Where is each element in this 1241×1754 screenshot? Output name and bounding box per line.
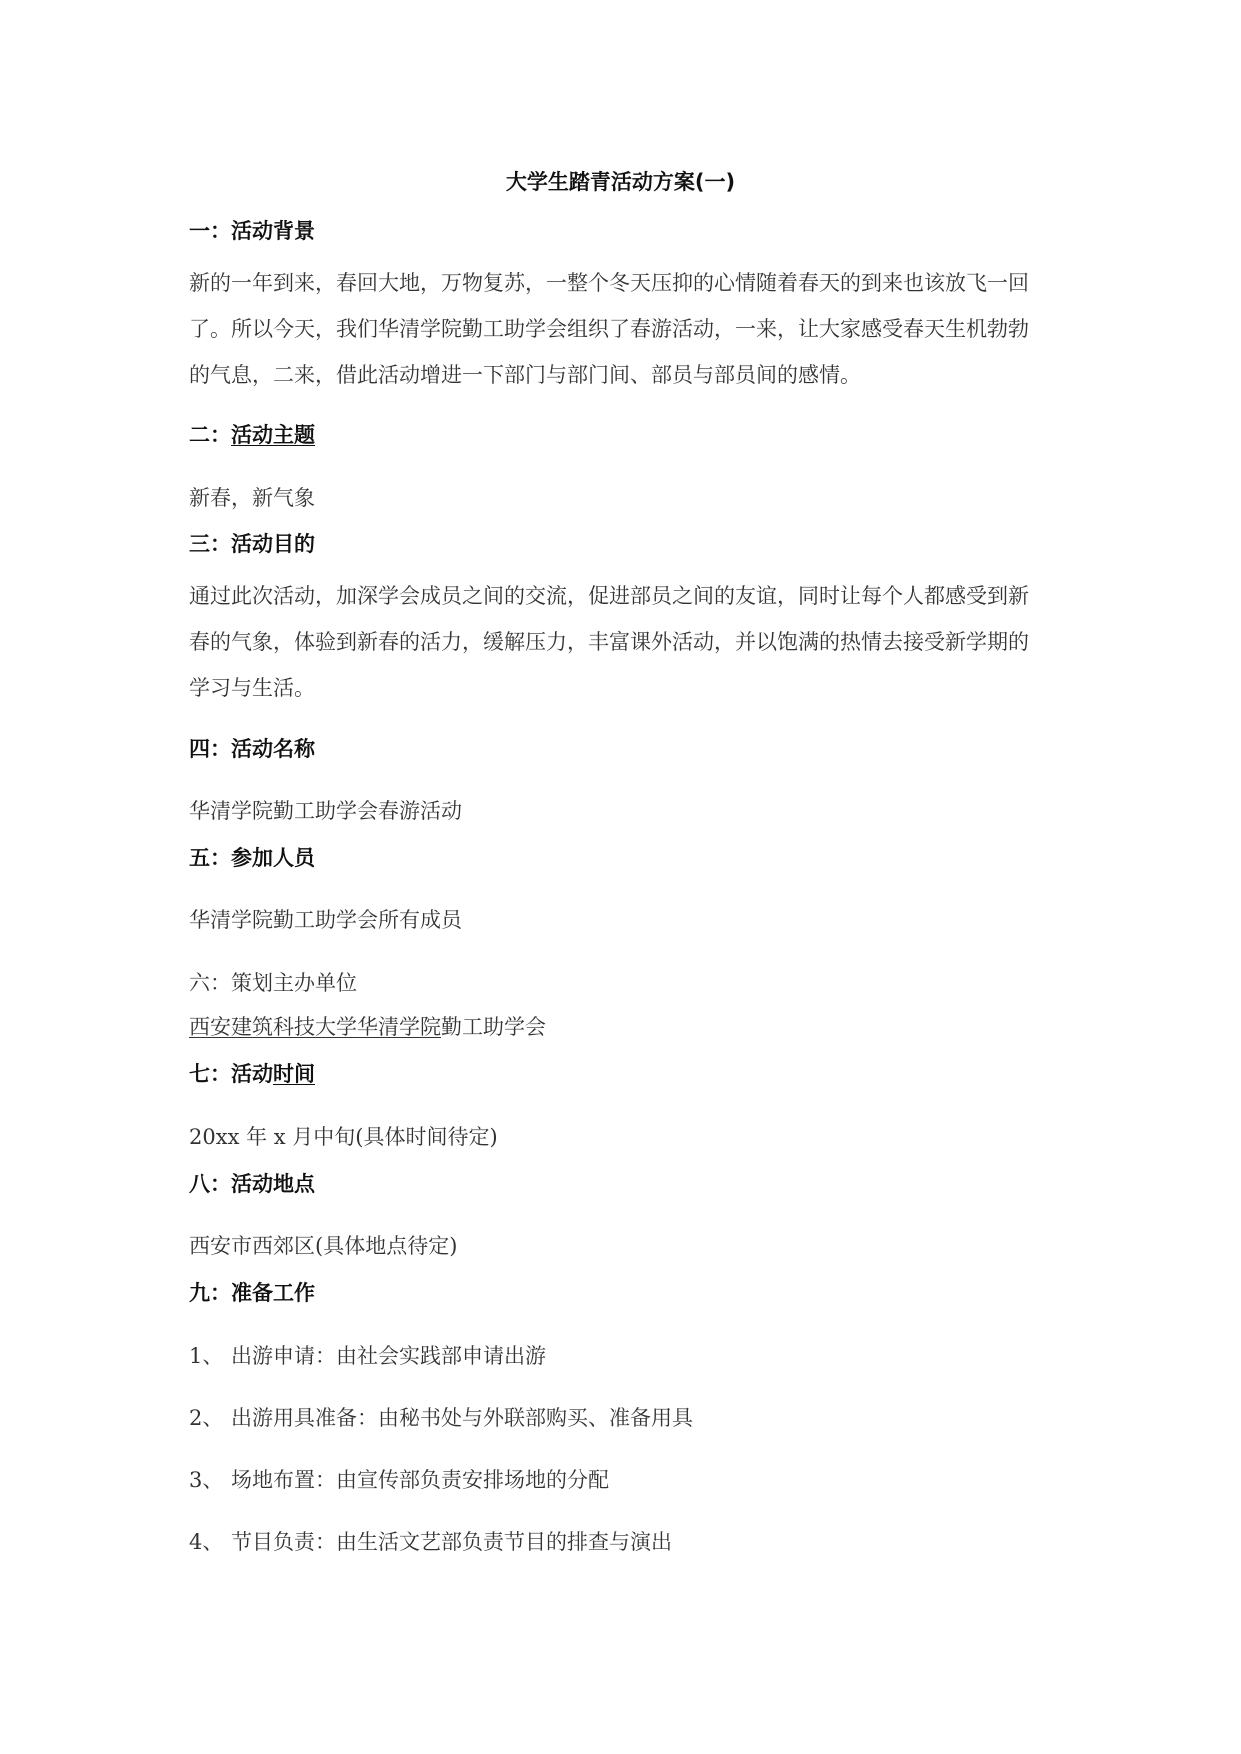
section-heading-participants: 五：参加人员 (189, 846, 315, 870)
section-body-time: 20xx 年 x 月中旬(具体时间待定) (189, 1125, 498, 1149)
section-heading-theme (189, 421, 1059, 449)
section-heading-location: 八：活动地点 (189, 1172, 315, 1196)
list-item-text: 出游用具准备：由秘书处与外联部购买、准备用具 (231, 1406, 693, 1430)
section-heading-preparation: 九：准备工作 (189, 1281, 315, 1305)
section-heading-time (189, 1060, 1059, 1088)
list-item (189, 1404, 1059, 1432)
heading-link-time[interactable]: 时间 (273, 1062, 315, 1086)
section-body-location: 西安市西郊区(具体地点待定) (189, 1234, 458, 1258)
section-body-background (189, 260, 1059, 398)
list-item-text: 出游申请：由社会实践部申请出游 (231, 1344, 546, 1368)
list-item-number: 3、 (189, 1468, 224, 1492)
organizer-rest: 勤工助学会 (441, 1015, 546, 1039)
section-body-participants: 华清学院勤工助学会所有成员 (189, 908, 462, 932)
section-heading-organizer: 六：策划主办单位 (189, 971, 357, 995)
paragraph-line: 学习与生活。 (189, 676, 315, 700)
list-item-number: 4、 (189, 1530, 224, 1554)
section-body-name: 华清学院勤工助学会春游活动 (189, 799, 462, 823)
document-title: 大学生踏青活动方案(一) (505, 170, 736, 194)
paragraph-line: 的气息，二来，借此活动增进一下部门与部门间、部员与部员间的感情。 (189, 363, 861, 387)
list-item-text: 场地布置：由宣传部负责安排场地的分配 (231, 1468, 609, 1492)
list-item-number: 2、 (189, 1406, 224, 1430)
section-body-organizer (189, 1013, 1059, 1041)
list-item (189, 1342, 1059, 1370)
heading-prefix: 七：活动 (189, 1062, 273, 1086)
paragraph-line: 春的气象，体验到新春的活力，缓解压力，丰富课外活动，并以饱满的热情去接受新学期的 (189, 630, 1029, 654)
heading-link-theme[interactable]: 活动主题 (231, 423, 315, 447)
heading-prefix: 二： (189, 423, 231, 447)
list-item (189, 1528, 1059, 1556)
list-item-text: 节目负责：由生活文艺部负责节目的排查与演出 (231, 1530, 672, 1554)
section-heading-purpose: 三：活动目的 (189, 532, 315, 556)
list-item-number: 1、 (189, 1344, 224, 1368)
paragraph-line: 通过此次活动，加深学会成员之间的交流，促进部员之间的友谊，同时让每个人都感受到新 (189, 584, 1029, 608)
paragraph-line: 了。所以今天，我们华清学院勤工助学会组织了春游活动，一来，让大家感受春天生机勃勃 (189, 317, 1029, 341)
section-body-theme: 新春，新气象 (189, 486, 315, 510)
paragraph-line: 新的一年到来，春回大地，万物复苏，一整个冬天压抑的心情随着春天的到来也该放飞一回 (189, 271, 1029, 295)
section-heading-name: 四：活动名称 (189, 737, 315, 761)
list-item (189, 1466, 1059, 1494)
section-body-purpose (189, 573, 1059, 711)
organizer-link[interactable]: 西安建筑科技大学华清学院 (189, 1015, 441, 1039)
section-heading-background: 一：活动背景 (189, 219, 315, 243)
